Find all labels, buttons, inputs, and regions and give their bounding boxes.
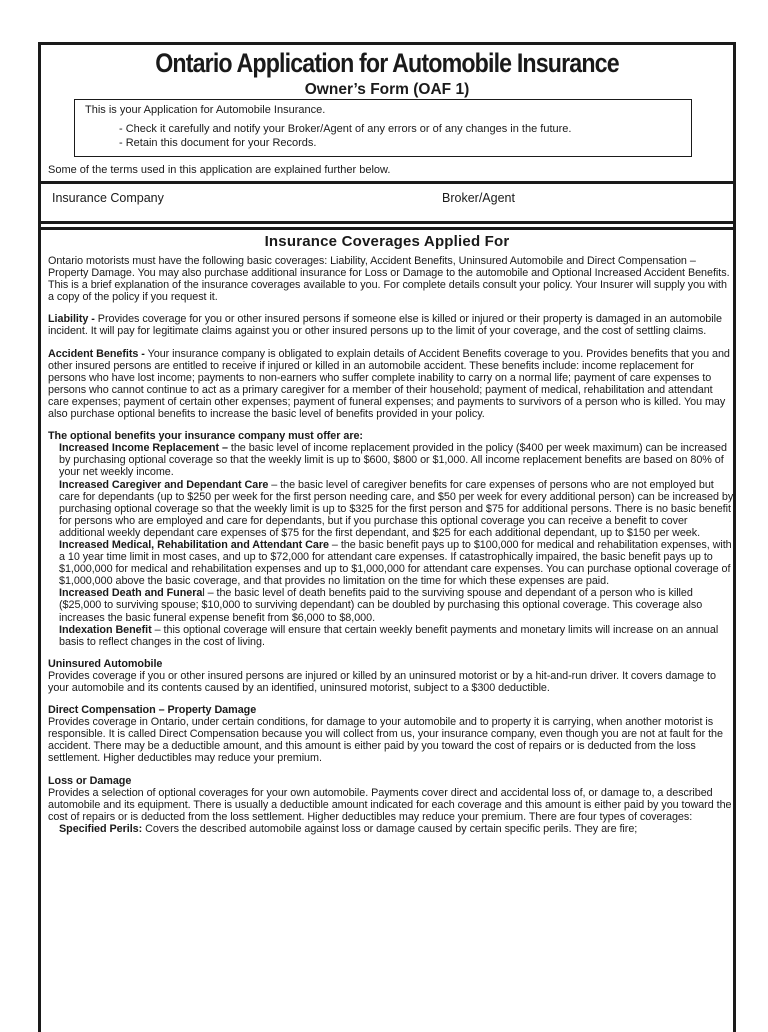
dcpd-paragraph (48, 704, 734, 764)
benefit-item (59, 587, 734, 623)
intro-box (74, 99, 692, 157)
loss-text: Provides a selection of optional coverages for your own automobile. Payments cover direct and accidental loss of, or damage to, a described automobile and its equipment. There is usually a deductible amount indicated for each coverage and this amount is either paid by you toward the cost of repairs or is deducted from the loss settlement. Higher deductibles may reduce your premium. There are four types of coverages: (48, 786, 732, 823)
loss-paragraph (48, 775, 734, 823)
intro-line-1: This is your Application for Automobile Insurance. (85, 104, 326, 116)
coverages-intro: Ontario motorists must have the following basic coverages: Liability, Accident Benefits, Uninsured Automobile and Direct Compensation – Property Damage. You may also purchase additional insurance for Loss or Damage to the automobile and Optional Increased Accident Benefits. This is a brief explanation of the insurance coverages available to you. For complete details consult your policy. Your Insurer will supply you with a copy of the policy if you request it. (48, 255, 730, 304)
benefit-text: – the basic benefit pays up to $100,000 for medical and rehabilitation expenses, with a 10 year time limit in most cases, and up to $72,000 for attendant care expenses. If catastrophically impaired, the basic benefit pays up to $1,000,000 for medical and rehabilitation expenses and up to $1,000,000 for attendant care expenses. You can purchase optional coverage of $1,000,000 above the basic coverage, and that provides no limitation on the time for which these expenses are paid. (59, 538, 732, 588)
dcpd-text: Provides coverage in Ontario, under certain conditions, for damage to your automobile and to property it is carrying, when another motorist is responsible. It is called Direct Compensation because you will collect from us, your insurance company, even though you are not at fault for the accident. There may be a deductible amount, and this amount is either paid by you toward the cost of repairs or is deducted from the loss settlement. Higher deductibles may reduce your premium. (48, 716, 723, 765)
benefit-item (59, 624, 734, 648)
specified-perils-text: Covers the described automobile against loss or damage caused by certain specific perils. They are fire; (142, 822, 638, 835)
uninsured-paragraph (48, 658, 734, 694)
benefit-heading: Increased Medical, Rehabilitation and Attendant Care (59, 538, 329, 551)
coverages-title: Insurance Coverages Applied For (264, 233, 510, 250)
uninsured-text: Provides coverage if you or other insured persons are injured or killed by an uninsured motorist or by a hit-and-run driver. It covers damage to your automobile and its contents caused by an identified, uninsured motorist, subject to a $300 deductible. (48, 669, 716, 694)
benefit-item (59, 479, 734, 539)
broker-agent-field: Broker/Agent (442, 191, 515, 205)
benefit-item (59, 442, 734, 478)
accident-benefits-paragraph (48, 348, 734, 421)
benefit-item (59, 539, 734, 587)
optional-benefits (48, 430, 734, 648)
coverages-body (48, 255, 734, 835)
benefit-text: – this optional coverage will ensure that certain weekly benefit payments and monetary limits will increase on an annual basis to reflect changes in the cost of living. (59, 623, 719, 648)
divider (41, 227, 733, 230)
liability-paragraph (48, 313, 734, 337)
insurance-company-field: Insurance Company (52, 191, 164, 205)
liability-text: Provides coverage for you or other insured persons if someone else is killed or injured or their property is damaged in an automobile incident. It will pay for legitimate claims against you or other insured persons up to the limit of your coverage, and the cost of settling claims. (48, 313, 722, 338)
form-subtitle: Owner’s Form (OAF 1) (304, 81, 470, 98)
dcpd-heading: Direct Compensation – Property Damage (48, 704, 257, 717)
form-frame (38, 42, 736, 1032)
accident-benefits-heading: Accident Benefits - (48, 347, 145, 360)
benefit-heading: Indexation Benefit (59, 623, 152, 636)
benefit-text: the basic level of income replacement provided in the policy ($400 per week maximum) can be increased by purchasing optional coverage so that the weekly limit is up to $600, $800 or $1,000. All income replacement benefits are based on 80% of your net weekly income. (59, 442, 727, 479)
optional-benefits-heading: The optional benefits your insurance company must offer are: (48, 430, 363, 443)
loss-heading: Loss or Damage (48, 774, 132, 787)
form-title: Ontario Application for Automobile Insurance (155, 48, 619, 78)
benefit-heading: Increased Caregiver and Dependant Care (59, 478, 269, 491)
liability-heading: Liability - (48, 313, 95, 326)
specified-perils (59, 823, 734, 835)
benefit-heading: Increased Income Replacement – (59, 442, 228, 455)
specified-perils-heading: Specified Perils: (59, 822, 143, 835)
benefit-heading: Increased Death and Funera (59, 587, 203, 600)
divider (41, 221, 733, 224)
divider (41, 181, 733, 184)
intro-line-2: - Check it carefully and notify your Broker/Agent of any errors or of any changes in the future. (119, 123, 572, 135)
benefit-text: l – the basic level of death benefits paid to the surviving spouse and dependant of a person who is killed ($25,000 to surviving spouse; $10,000 to surviving dependant) can be doubled by purchasing this optional coverage. This coverage also increases the basic funeral expense benefit from $6,000 to $8,000. (59, 587, 703, 624)
benefit-text: – the basic level of caregiver benefits for care expenses of persons who are not employed but care for dependants (up to $250 per week for the first person needing care, and $50 per week for every additional person) can be increased by purchasing optional coverage so that the weekly limit is up to $325 for the first person and $75 for additional persons. There is no basic benefit for persons who are employed and care for dependants, but if you purchase this optional coverage you can receive a benefit to cover additional weekly dependant care expenses of $75 for the first dependant, and $25 for each additional dependant, up to $150 per week. (59, 478, 734, 539)
accident-benefits-text: Your insurance company is obligated to explain details of Accident Benefits coverage to you. Provides benefits that you and other insured persons are entitled to receive if injured or killed in an automobile accident. These benefits include: income replacement for persons who have lost income; payments to non-earners who suffer complete inability to carry on a normal life; payment of care expenses to persons who cannot continue to act as a primary caregiver for a member of their household; payment of medical, rehabilitation and attendant care expenses; payment of certain other expenses; payment of funeral expenses; and payments to survivors of a person who is killed. You may also purchase optional benefits to increase the basic level of benefits provided in your policy. (48, 347, 730, 421)
intro-line-3: - Retain this document for your Records. (119, 137, 317, 149)
uninsured-heading: Uninsured Automobile (48, 657, 163, 670)
terms-note: Some of the terms used in this application are explained further below. (48, 164, 391, 176)
